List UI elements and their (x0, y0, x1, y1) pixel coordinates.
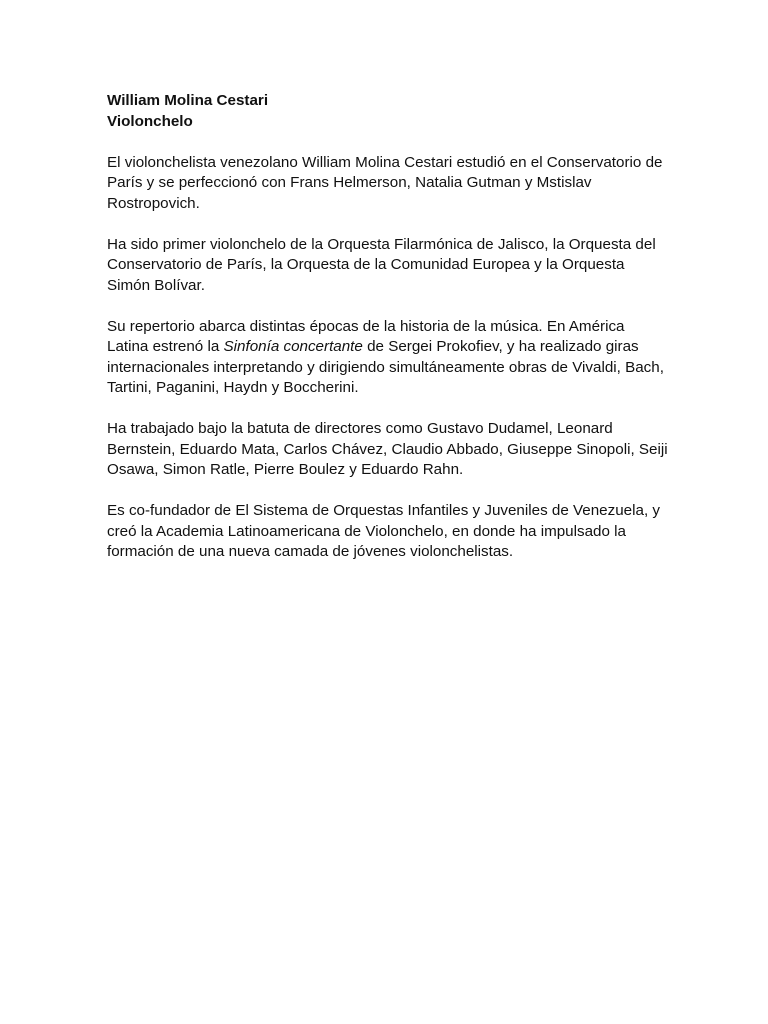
paragraph-repertoire (107, 317, 668, 399)
artist-instrument: Violonchelo (107, 112, 193, 130)
paragraph-founder: Es co-fundador de El Sistema de Orquestas Infantiles y Juveniles de Venezuela, y creó la Academia Latinoamericana de Violonchelo, en donde ha impulsado la formación de una nueva camada de jóvenes violonchelistas. (107, 502, 660, 560)
repertoire-text-before: Su repertorio abarca distintas épocas de la historia de la música. En América Latina estrenó la (107, 317, 625, 355)
document-header (107, 91, 668, 132)
paragraph-orchestras: Ha sido primer violonchelo de la Orquesta Filarmónica de Jalisco, la Orquesta del Conservatorio de París, la Orquesta de la Comunidad Europea y la Orquesta Simón Bolívar. (107, 235, 656, 294)
artist-name: William Molina Cestari (107, 92, 269, 109)
paragraph-conductors: Ha trabajado bajo la batuta de directores como Gustavo Dudamel, Leonard Bernstein, Eduardo Mata, Carlos Chávez, Claudio Abbado, Giuseppe Sinopoli, Seiji Osawa, Simon Ratle, Pierre Boulez y Eduardo Rahn. (107, 420, 668, 478)
paragraph-education: El violonchelista venezolano William Molina Cestari estudió en el Conservatorio de París y se perfeccionó con Frans Helmerson, Natalia Gutman y Mstislav Rostropovich. (107, 153, 663, 212)
repertoire-text-after: de Sergei Prokofiev, y ha realizado giras internacionales interpretando y dirigiendo simultáneamente obras de Vivaldi, Bach, Tartini, Paganini, Haydn y Boccherini. (107, 338, 664, 396)
work-title: Sinfonía concertante (223, 338, 363, 355)
